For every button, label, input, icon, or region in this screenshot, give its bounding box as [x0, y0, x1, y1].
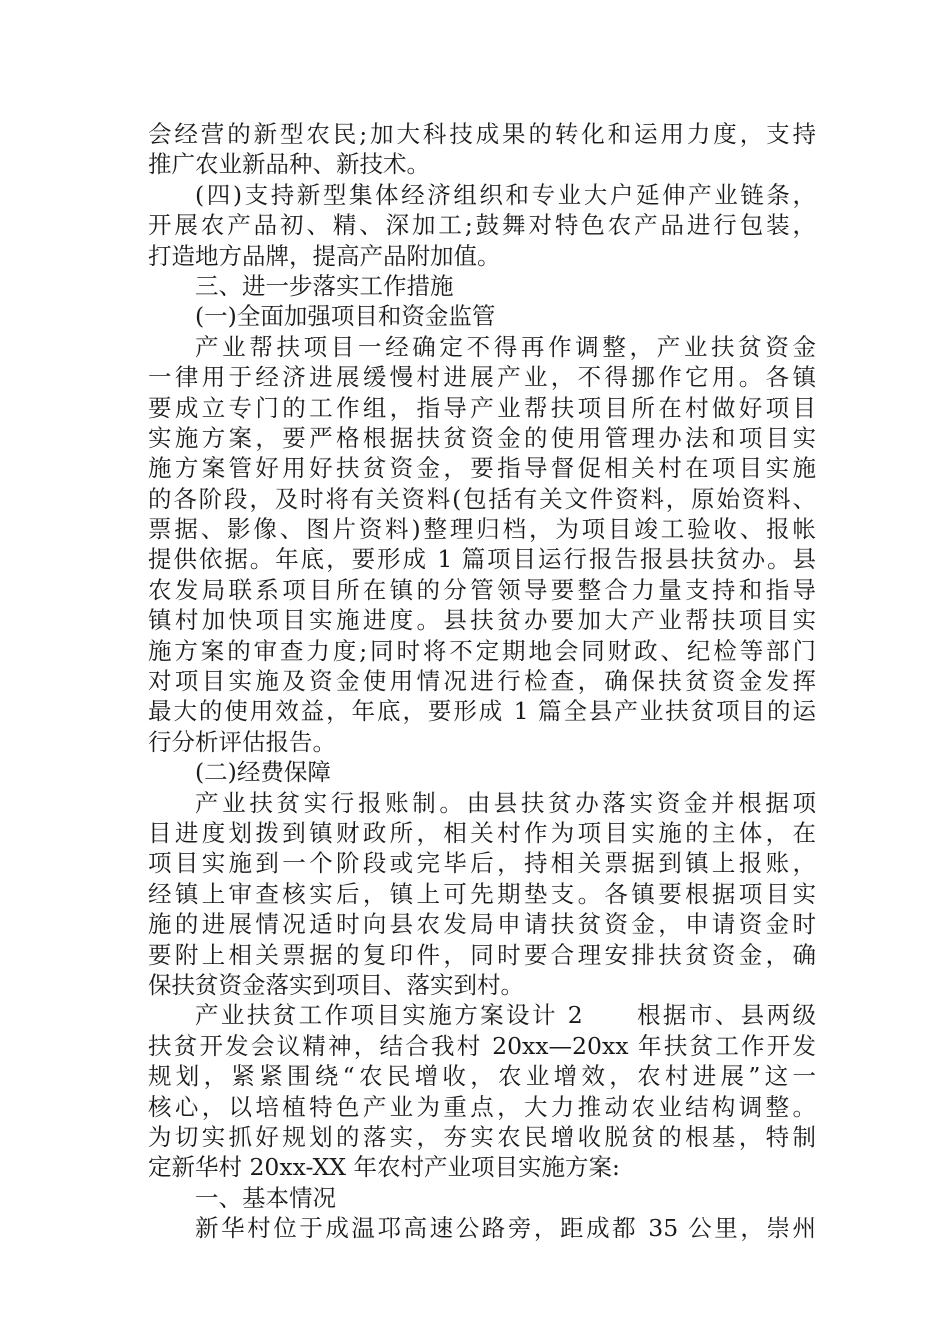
text-line: 施的进展情况适时向县农发局申请扶贫资金，申请资金时 [148, 910, 816, 939]
text-line: 最大的使用效益，年底，要形成 1 篇全县产业扶贫项目的运 [148, 697, 816, 726]
text-line: 开展农产品初、精、深加工;鼓舞对特色农产品进行包装， [148, 211, 816, 240]
text-line: 为切实抓好规划的落实，夯实农民增收脱贫的根基，特制 [148, 1122, 816, 1151]
text-line: 一律用于经济进展缓慢村进展产业，不得挪作它用。各镇 [148, 363, 816, 392]
text-line: 定新华村 20xx-XX 年农村产业项目实施方案: [148, 1153, 620, 1182]
text-line: 要成立专门的工作组，指导产业帮扶项目所在村做好项目 [148, 393, 816, 422]
text-line: 扶贫开发会议精神，结合我村 20xx—20xx 年扶贫工作开发 [148, 1031, 816, 1060]
text-line: 产业扶贫实行报账制。由县扶贫办落实资金并根据项 [195, 788, 816, 817]
text-line: 项目实施到一个阶段或完毕后，持相关票据到镇上报账， [148, 849, 816, 878]
text-line: 三、进一步落实工作措施 [195, 271, 454, 300]
text-line: 产业帮扶项目一经确定不得再作调整，产业扶贫资金 [195, 332, 816, 361]
text-line: 施方案的审查力度;同时将不定期地会同财政、纪检等部门 [148, 636, 816, 665]
text-line: 产业扶贫工作项目实施方案设计 2 根据市、县两级 [195, 1001, 816, 1030]
text-line: 一、基本情况 [195, 1183, 336, 1212]
text-line: 实施方案，要严格根据扶贫资金的使用管理办法和项目实 [148, 423, 816, 452]
text-line: (四)支持新型集体经济组织和专业大户延伸产业链条， [195, 180, 816, 209]
text-line: (一)全面加强项目和资金监管 [195, 302, 496, 331]
text-line: 目进度划拨到镇财政所，相关村作为项目实施的主体，在 [148, 818, 816, 847]
text-line: 对项目实施及资金使用情况进行检查，确保扶贫资金发挥 [148, 667, 816, 696]
text-line: 提供依据。年底，要形成 1 篇项目运行报告报县扶贫办。县 [148, 545, 816, 574]
text-line: 经镇上审查核实后，镇上可先期垫支。各镇要根据项目实 [148, 879, 816, 908]
text-line: (二)经费保障 [195, 758, 331, 787]
text-line: 保扶贫资金落实到项目、落实到村。 [148, 970, 524, 999]
text-line: 推广农业新品种、新技术。 [148, 150, 430, 179]
text-line: 施方案管好用好扶贫资金，要指导督促相关村在项目实施 [148, 454, 816, 483]
text-line: 规划，紧紧围绕“农民增收，农业增效，农村进展”这一 [148, 1062, 816, 1091]
text-line: 要附上相关票据的复印件，同时要合理安排扶贫资金，确 [148, 940, 816, 969]
text-line: 会经营的新型农民;加大科技成果的转化和运用力度，支持 [148, 120, 816, 148]
document-body [148, 119, 816, 1243]
text-line: 的各阶段，及时将有关资料(包括有关文件资料，原始资料、 [148, 484, 816, 513]
text-line: 票据、影像、图片资料)整理归档，为项目竣工验收、报帐 [148, 515, 816, 544]
text-line: 镇村加快项目实施进度。县扶贫办要加大产业帮扶项目实 [148, 606, 816, 635]
text-line: 打造地方品牌，提高产品附加值。 [148, 241, 501, 270]
text-line: 核心，以培植特色产业为重点，大力推动农业结构调整。 [148, 1092, 816, 1121]
text-line: 农发局联系项目所在镇的分管领导要整合力量支持和指导 [148, 575, 816, 604]
text-line: 新华村位于成温邛高速公路旁，距成都 35 公里，崇州 [195, 1214, 816, 1243]
text-line: 行分析评估报告。 [148, 727, 336, 756]
